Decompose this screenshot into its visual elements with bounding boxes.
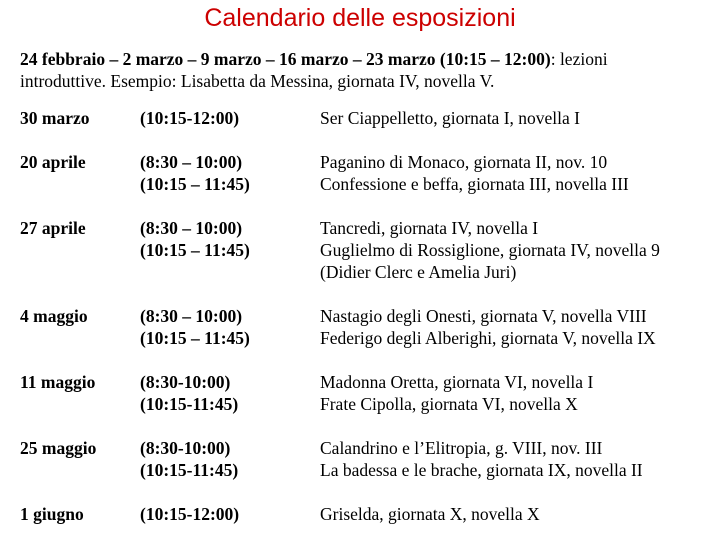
session-works [320, 217, 660, 283]
session-times [140, 107, 239, 129]
novella-entry: Calandrino e l’Elitropia, g. VIII, nov. III [320, 438, 603, 458]
page-title: Calendario delle esposizioni [204, 4, 516, 32]
novella-entry: (Didier Clerc e Amelia Juri) [320, 262, 517, 282]
session-times [140, 371, 238, 415]
session-time: (8:30-10:00) [140, 438, 231, 458]
session-times [140, 437, 238, 481]
session-times [140, 151, 250, 195]
novella-entry: La badessa e le brache, giornata IX, novella II [320, 460, 643, 480]
schedule-row [20, 305, 710, 371]
intro-paragraph [20, 48, 710, 92]
session-date: 27 aprile [20, 218, 86, 238]
novella-entry: Federigo degli Alberighi, giornata V, novella IX [320, 328, 656, 348]
session-time: (10:15-11:45) [140, 460, 239, 480]
session-date: 11 maggio [20, 372, 96, 392]
schedule-row [20, 371, 710, 437]
intro-dates: 24 febbraio – 2 marzo – 9 marzo – 16 marzo – 23 marzo (10:15 – 12:00) [20, 49, 551, 69]
session-time: (10:15-12:00) [140, 108, 240, 128]
session-works [320, 503, 540, 525]
novella-entry: Paganino di Monaco, giornata II, nov. 10 [320, 152, 608, 172]
schedule-row [20, 151, 710, 217]
session-time: (10:15-12:00) [140, 504, 240, 524]
schedule-row [20, 503, 710, 525]
session-works [320, 305, 656, 349]
session-date: 1 giugno [20, 504, 84, 524]
session-time: (10:15-11:45) [140, 394, 239, 414]
intro-line1-rest: : lezioni [550, 49, 608, 69]
novella-entry: Nastagio degli Onesti, giornata V, novella VIII [320, 306, 647, 326]
novella-entry: Confessione e beffa, giornata III, novella III [320, 174, 629, 194]
session-date: 30 marzo [20, 108, 90, 128]
session-works [320, 437, 643, 481]
intro-line-1 [20, 48, 710, 70]
session-time: (10:15 – 11:45) [140, 240, 250, 260]
schedule-row [20, 107, 710, 151]
novella-entry: Guglielmo di Rossiglione, giornata IV, novella 9 [320, 240, 660, 260]
schedule-row [20, 217, 710, 305]
session-times [140, 217, 250, 261]
session-works [320, 151, 629, 195]
session-works [320, 371, 593, 415]
session-date: 25 maggio [20, 438, 97, 458]
session-time: (8:30 – 10:00) [140, 152, 243, 172]
schedule-row [20, 437, 710, 503]
session-date: 4 maggio [20, 306, 88, 326]
novella-entry: Frate Cipolla, giornata VI, novella X [320, 394, 578, 414]
session-works [320, 107, 580, 129]
schedule-document [20, 48, 710, 525]
session-time: (8:30 – 10:00) [140, 306, 243, 326]
novella-entry: Ser Ciappelletto, giornata I, novella I [320, 108, 580, 128]
novella-entry: Griselda, giornata X, novella X [320, 504, 540, 524]
intro-line-2: introduttive. Esempio: Lisabetta da Messina, giornata IV, novella V. [20, 71, 495, 91]
session-time: (10:15 – 11:45) [140, 328, 250, 348]
novella-entry: Tancredi, giornata IV, novella I [320, 218, 539, 238]
session-time: (8:30-10:00) [140, 372, 231, 392]
session-time: (10:15 – 11:45) [140, 174, 250, 194]
schedule-list [20, 107, 710, 525]
session-times [140, 503, 239, 525]
session-times [140, 305, 250, 349]
session-date: 20 aprile [20, 152, 86, 172]
novella-entry: Madonna Oretta, giornata VI, novella I [320, 372, 594, 392]
session-time: (8:30 – 10:00) [140, 218, 243, 238]
